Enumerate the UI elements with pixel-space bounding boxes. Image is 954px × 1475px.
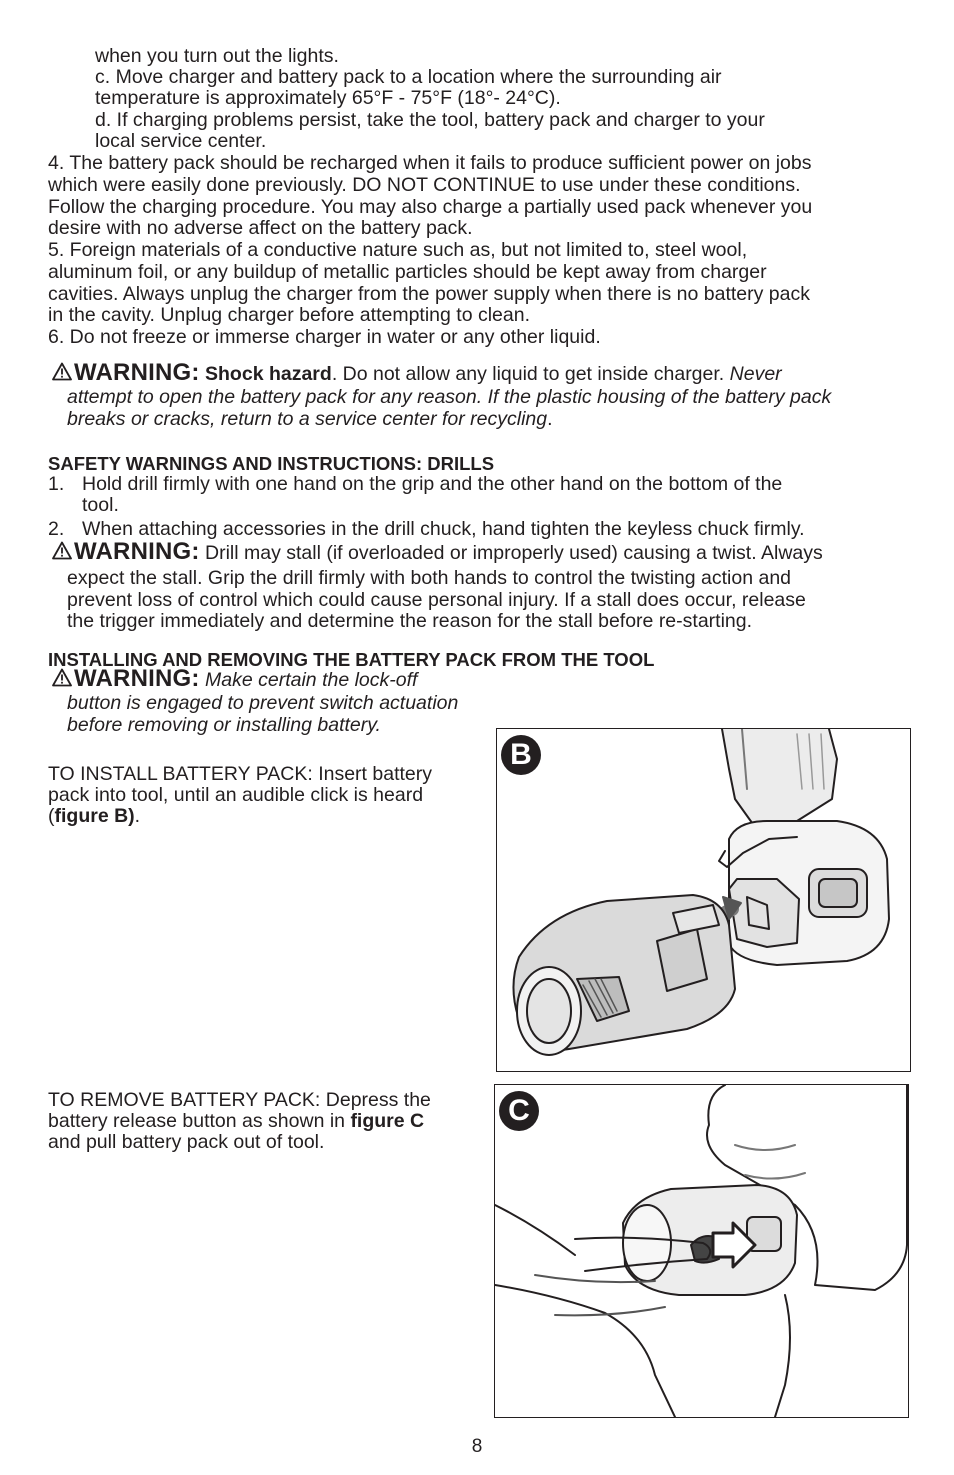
- shock-warning-line3: [67, 409, 553, 431]
- battery-heading: INSTALLING AND REMOVING THE BATTERY PACK FROM THE TOOL: [48, 649, 655, 670]
- battery-warning-text: Make certain the lock-off: [205, 669, 418, 691]
- install-paren: (: [48, 805, 55, 827]
- note-4-line: desire with no adverse affect on the battery pack.: [48, 217, 473, 239]
- drills-warning-line: prevent loss of control which could cause personal injury. If a stall does occur, release: [67, 589, 806, 611]
- install-line2: pack into tool, until an audible click is heard: [48, 784, 424, 806]
- figure-c-reference: figure C: [350, 1110, 425, 1132]
- drills-item-2-num: 2.: [48, 518, 65, 540]
- drills-item-2-line1: When attaching accessories in the drill chuck, hand tighten the keyless chuck firmly.: [82, 518, 805, 540]
- figure-b-reference: figure B): [54, 805, 135, 827]
- note-4-line: which were easily done previously. DO NOT CONTINUE to use under these conditions.: [48, 174, 801, 196]
- page-number: 8: [471, 1436, 483, 1457]
- warning-triangle-icon: [52, 668, 72, 687]
- remove-line3: and pull battery pack out of tool.: [48, 1131, 325, 1153]
- warning-triangle-icon: [52, 362, 72, 381]
- warning-label: WARNING:: [74, 359, 200, 386]
- remove-line2: [48, 1111, 424, 1133]
- drills-item-1-line1: Hold drill firmly with one hand on the grip and the other hand on the bottom of the: [82, 473, 783, 495]
- shock-period: .: [547, 408, 553, 430]
- figure-c-badge: C: [499, 1091, 539, 1131]
- shock-hazard-text: Shock hazard: [205, 363, 332, 385]
- install-line1: TO INSTALL BATTERY PACK: Insert battery: [48, 763, 432, 785]
- shock-warning-line1: [52, 359, 782, 386]
- note-5-line: cavities. Always unplug the charger from the power supply when there is no battery pack: [48, 283, 810, 305]
- shock-italic-text-3: breaks or cracks, return to a service center for recycling: [67, 408, 548, 430]
- install-line3: [48, 806, 140, 828]
- figure-b-badge: B: [501, 735, 541, 775]
- battery-warning-line1: [52, 665, 418, 692]
- drills-warning-line: the trigger immediately and determine the reason for the stall before re-starting.: [67, 610, 753, 632]
- drills-warning-line1: [52, 538, 823, 565]
- note-4-line: Follow the charging procedure. You may also charge a partially used pack whenever you: [48, 196, 813, 218]
- remove-text: battery release button as shown in: [48, 1110, 351, 1132]
- drills-warning-text: Drill may stall (if overloaded or improperly used) causing a twist. Always: [205, 542, 823, 564]
- figure-b: [496, 728, 911, 1072]
- charging-tip-c-line2: temperature is approximately 65°F - 75°F (18°- 24°C).: [95, 87, 561, 109]
- battery-remove-illustration: [495, 1085, 908, 1417]
- warning-label: WARNING:: [74, 538, 200, 565]
- note-4-line: 4. The battery pack should be recharged when it fails to produce sufficient power on jobs: [48, 152, 812, 174]
- charging-tip-c-line1: c. Move charger and battery pack to a location where the surrounding air: [95, 66, 722, 88]
- shock-italic-text: Never: [729, 363, 782, 385]
- charging-tip-b-end: when you turn out the lights.: [95, 45, 339, 67]
- remove-line1: TO REMOVE BATTERY PACK: Depress the: [48, 1089, 431, 1111]
- warning-triangle-icon: [52, 541, 72, 560]
- note-6: 6. Do not freeze or immerse charger in water or any other liquid.: [48, 326, 601, 348]
- drills-item-1-line2: tool.: [82, 494, 119, 516]
- drills-warning-line: expect the stall. Grip the drill firmly with both hands to control the twisting action and: [67, 567, 792, 589]
- note-5-line: aluminum foil, or any buildup of metallic particles should be kept away from charger: [48, 261, 767, 283]
- drills-item-1-num: 1.: [48, 473, 65, 495]
- battery-install-illustration: [497, 729, 910, 1071]
- charging-tip-d-line2: local service center.: [95, 130, 267, 152]
- warning-label: WARNING:: [74, 665, 200, 692]
- note-5-line: 5. Foreign materials of a conductive nature such as, but not limited to, steel wool,: [48, 239, 748, 261]
- charging-tip-d-line1: d. If charging problems persist, take the tool, battery pack and charger to your: [95, 109, 765, 131]
- note-5-line: in the cavity. Unplug charger before attempting to clean.: [48, 304, 530, 326]
- install-period: .: [134, 805, 141, 827]
- drills-heading: SAFETY WARNINGS AND INSTRUCTIONS: DRILLS: [48, 453, 495, 474]
- battery-warning-line2: button is engaged to prevent switch actuation: [67, 692, 459, 714]
- shock-normal-text: . Do not allow any liquid to get inside charger.: [331, 363, 725, 385]
- battery-warning-line3: before removing or installing battery.: [67, 714, 381, 736]
- shock-warning-line2: attempt to open the battery pack for any reason. If the plastic housing of the battery pack: [67, 386, 832, 408]
- figure-c: [494, 1084, 909, 1418]
